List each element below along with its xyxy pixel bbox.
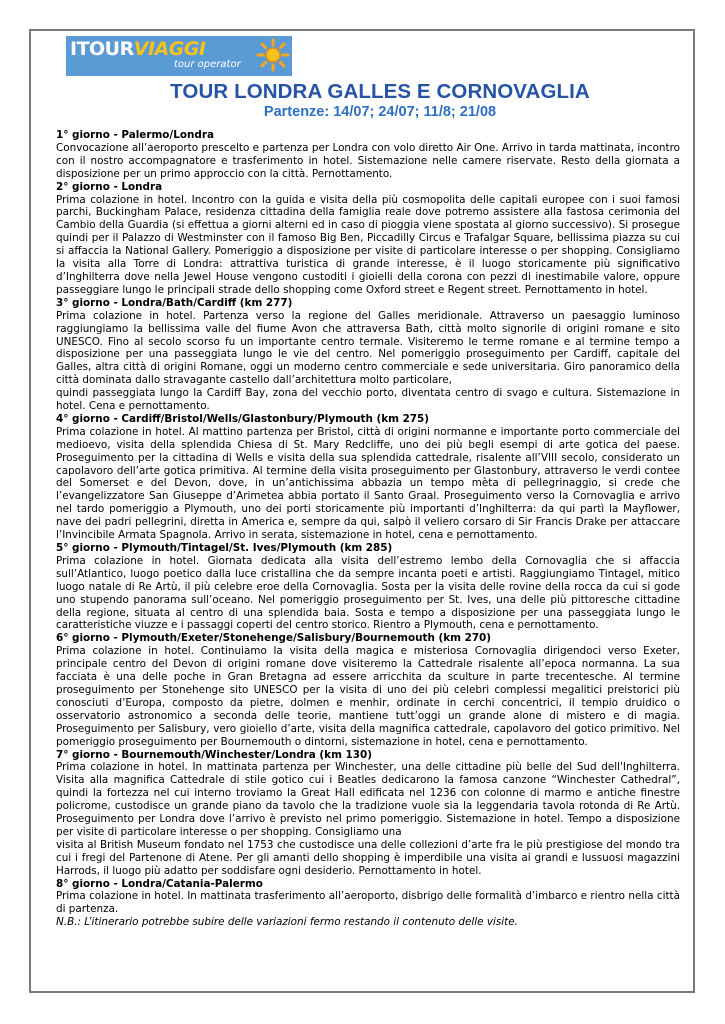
day-text: Prima colazione in hotel. Al mattino partenza per Bristol, città di origini normanne e importante porto commerciale del medioevo, visita della splendida Chiesa di St. Mary Redcliffe, uno dei più begli esempi di arte gotica del paese. Proseguimento per la cittadina di Wells e visita della sua splendida cattedrale, risalente all’VIII secolo, considerato un capolavoro dell’arte gotica primitiva. Al termine della visita proseguimento per Glastonbury, attraverso le verdi contee del Somerset e del Devon, dove, in un’antichissima abbazia un tempo mèta di pellegrinaggio, si crede che l’evangelizzatore San Giuseppe d’Arimetea abbia portato il Santo Graal. Proseguimento verso la Cornovaglia e arrivo nel tardo pomeriggio a Plymouth, uno dei porti storicamente più importanti d’Inghilterra: da qui partì la Mayflower, nave dei padri pellegrini, diretta in America e, sempre da qui, salpò il veliero corsaro di Sir Francis Drake per attaccare l’Invincibile Armata Spagnola. Arrivo in serata, sistemazione in hotel, cena e pernottamento. [56, 425, 680, 542]
day-text: Prima colazione in hotel. Continuiamo la visita della magica e misteriosa Cornovaglia dirigendoci verso Exeter, principale centro del Devon di origini romane dove visiteremo la Cattedrale risalente all’epoca normanna. La sua facciata è una delle poche in Gran Bretagna ad essere arricchita da sculture in parte trecentesche. Al termine proseguimento per Stonehenge sito UNESCO per la visita di uno dei più celebri complessi megalitici preistorici più conosciuti d’Europa, composto da pietre, dolmen e menhir, ordinate in cerchi concentrici, il tempio druidico o osservatorio astronomico a seconda delle teorie, mantiene tutt’oggi un grande alone di mistero e di magia. Proseguimento per Salisbury, vero gioiello d’arte, visita della magnifica cattedrale, capolavoro del gotico primitivo. Nel pomeriggio proseguimento per Bournemouth o dintorni, sistemazione in hotel, cena e pernottamento. [56, 645, 680, 748]
itinerary-note: N.B.: L’itinerario potrebbe subire delle variazioni fermo restando il contenuto delle visite. [56, 916, 518, 929]
company-logo [66, 36, 292, 76]
day-heading: 6° giorno - Plymouth/Exeter/Stonehenge/Salisbury/Bournemouth (km 270) [56, 632, 492, 645]
day-section [56, 297, 680, 413]
day-text: Prima colazione in hotel. Incontro con la guida e visita della più cosmopolita delle capitali europee con i suoi famosi parchi, Buckingham Palace, residenza cittadina della famiglia reale dove potremo assistere alla fastosa cerimonia del Cambio della Guardia (si effettua a giorni alterni ed in caso di pioggia viene spostata al giorno successivo). Si prosegue quindi per il Palazzo di Westminster con il famoso Big Ben, Piccadilly Circus e Trafalgar Square, bellissima piazza su cui si affaccia la National Gallery. Pomeriggio a disposizione per visite di particolare interesse o per shopping. Consigliamo la visita alla Torre di Londra: attrattiva turistica di grande interesse, è il luogo storicamente più significativo d’Inghilterra dove nella Jewel House vengono custoditi i gioielli della corona con pezzi di inestimabile valore, oppure passeggiare lungo le principali strade dello shopping come Oxford street e Regent street. Pernottamento in hotel. [56, 193, 680, 296]
day-section [56, 413, 680, 542]
day-text: Prima colazione in hotel. In mattinata partenza per Winchester, una delle cittadine più belle del Sud dell'Inghilterra. Visita alla magnifica Cattedrale di stile gotico cui i Beatles dedicarono la famosa canzone “Winchester Cathedral”, quindi la fortezza nel cui interno troviamo la Great Hall edificata nel 1236 con colonne di marmo e antiche finestre policrome, custodisce un grande piano da tavolo che la tradizione vuole sia la leggendaria tavola rotonda di Re Artù. Proseguimento per Londra dove l’arrivo è previsto nel primo pomeriggio. Sistemazione in hotel. Tempo a disposizione per visite di particolare interesse o per shopping. Consigliamo una [56, 761, 680, 838]
sun-icon [256, 38, 290, 72]
day-section [56, 878, 680, 917]
logo-wordmark [70, 39, 206, 59]
departure-dates: Partenze: 14/07; 24/07; 11/8; 21/08 [263, 104, 497, 120]
day-heading: 3° giorno - Londra/Bath/Cardiff (km 277) [56, 296, 293, 309]
day-text: Prima colazione in hotel. Partenza verso la regione del Galles meridionale. Attraverso un paesaggio luminoso raggiungiamo la bellissima valle del fiume Avon che attraversa Bath, città molto signorile di origini romane e sito UNESCO. Fino al secolo scorso fu un importante centro termale. Visiteremo le terme romane e al termine tempo a disposizione per una passeggiata lungo le vie del centro. Nel pomeriggio proseguimento per Cardiff, capitale del Galles, altra città di origini Romane, oggi un moderno centro commerciale e sede universitaria. Giro panoramico della città dominata dallo stravagante castello dall’architettura molto particolare, [56, 309, 680, 387]
itinerary [56, 129, 680, 929]
day-text: quindi passeggiata lungo la Cardiff Bay, zona del vecchio porto, diventata centro di svago e cultura. Sistemazione in hotel. Cena e pernottamento. [56, 387, 680, 413]
logo-tagline: tour operator [174, 59, 241, 70]
day-heading: 1° giorno - Palermo/Londra [56, 129, 214, 141]
day-heading: 7° giorno - Bournemouth/Winchester/Londra (km 130) [56, 748, 372, 761]
day-heading: 2° giorno - Londra [56, 180, 163, 193]
day-section [56, 749, 680, 878]
day-heading: 8° giorno - Londra/Catania-Palermo [56, 877, 263, 890]
day-section [56, 542, 680, 632]
day-text: Prima colazione in hotel. Giornata dedicata alla visita dell’estremo lembo della Cornovaglia che si affaccia sull’Atlantico, luogo poetico dalla luce cristallina che da sempre incanta poeti e artisti. Raggiungiamo Tintagel, mitico luogo natale di Re Artù, il più celebre eroe della Cornovaglia. Sosta per la visita delle rovine della rocca da cui si gode uno stupendo panorama sull’oceano. Nel pomeriggio proseguimento per St. Ives, una delle più pittoresche cittadine della regione, situata al centro di una splendida baia. Sosta e tempo a disposizione per una passeggiata lungo le caratteristiche viuzze e i passaggi coperti del centro storico. Rientro a Plymouth, cena e pernottamento. [56, 554, 680, 632]
day-section [56, 129, 680, 181]
day-section [56, 181, 680, 297]
logo-word-1: ITOUR [70, 38, 134, 60]
day-section [56, 632, 680, 748]
day-text: visita al British Museum fondato nel 1753 che custodisce una delle collezioni d’arte fra le più prestigiose del mondo tra cui i fregi del Partenone di Atene. Per gli amanti dello shopping è imperdibile una visita ai grandi e lussuosi magazzini Harrods, il luogo più adatto per soddisfare ogni desiderio. Pernottamento in hotel. [56, 838, 680, 877]
page-title: TOUR LONDRA GALLES E CORNOVAGLIA [170, 80, 590, 103]
day-heading: 5° giorno - Plymouth/Tintagel/St. Ives/Plymouth (km 285) [56, 542, 393, 554]
day-text: Prima colazione in hotel. In mattinata trasferimento all’aeroporto, disbrigo delle formalità d’imbarco e rientro nella città di partenza. [56, 890, 680, 916]
day-text: Convocazione all’aeroporto prescelto e partenza per Londra con volo diretto Air One. Arrivo in tarda mattinata, incontro con il nostro accompagnatore e trasferimento in hotel. Sistemazione nelle camere riservate. Resto della giornata a disposizione per un primo approccio con la città. Pernottamento. [56, 141, 680, 180]
logo-word-2: VIAGGI [133, 38, 206, 60]
day-heading: 4° giorno - Cardiff/Bristol/Wells/Glastonbury/Plymouth (km 275) [56, 412, 430, 425]
